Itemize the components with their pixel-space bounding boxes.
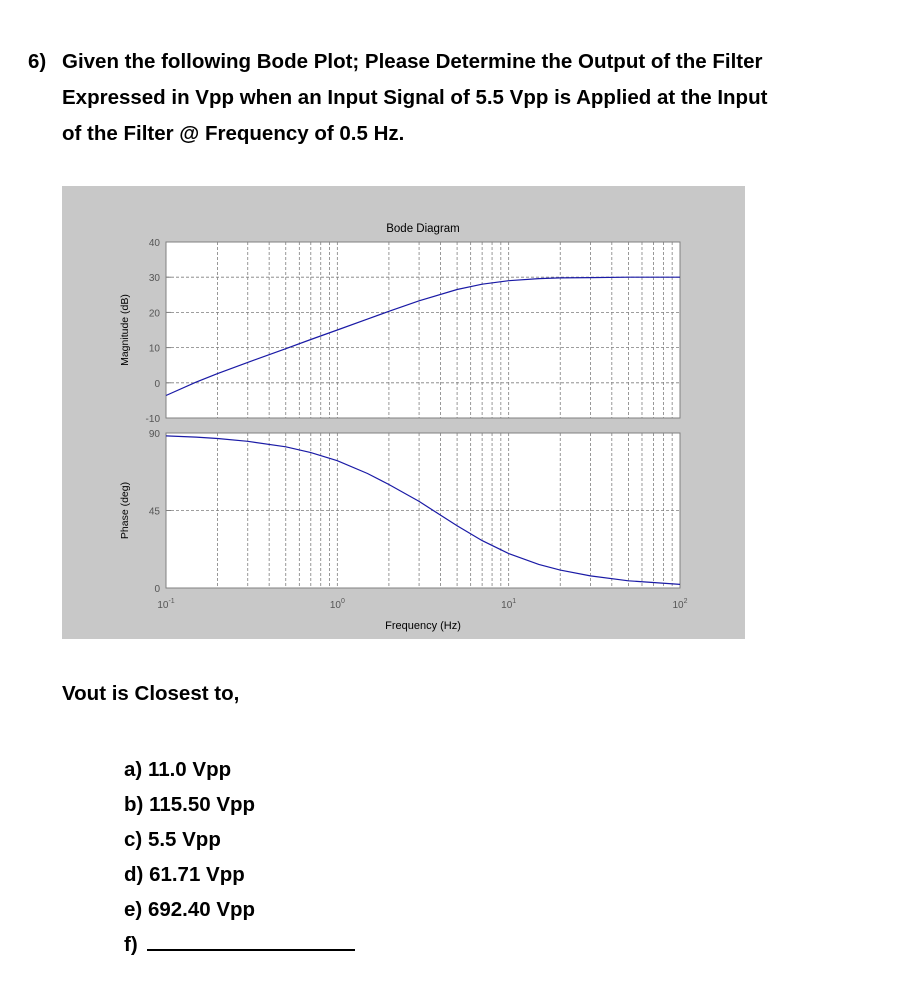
choice-a-text: 11.0 Vpp: [147, 758, 232, 781]
y-tick-label: 40: [148, 238, 160, 249]
choice-a[interactable]: [124, 752, 355, 787]
choice-f-blank[interactable]: [147, 929, 355, 951]
choice-c-text: 5.5 Vpp: [147, 828, 221, 851]
choice-f[interactable]: [124, 927, 355, 962]
choice-e-text: 692.40 Vpp: [147, 898, 256, 921]
chart-title: Bode Diagram: [386, 223, 460, 235]
choice-c-label: c): [124, 828, 143, 851]
bode-figure: [62, 186, 745, 639]
question-line-2: Expressed in Vpp when an Input Signal of 5.5 Vpp is Applied at the Input: [62, 86, 768, 109]
choice-f-label: f): [124, 933, 138, 956]
answer-prompt: Vout is Closest to,: [62, 682, 240, 705]
y-axis-label: Phase (deg): [119, 481, 131, 540]
choice-b-label: b): [124, 793, 144, 816]
x-axis-label: Frequency (Hz): [385, 620, 461, 632]
x-tick-label: $10^{-1}$: [157, 598, 175, 611]
question-text: [28, 44, 848, 152]
plot-area-1: [166, 242, 680, 418]
choice-c[interactable]: [124, 822, 355, 857]
x-tick-label: $10^1$: [501, 598, 517, 611]
question-number: 6): [28, 50, 47, 73]
bode-chart: [62, 186, 745, 639]
y-tick-label: 10: [148, 343, 160, 355]
question-line-1: Given the following Bode Plot; Please Determine the Output of the Filter: [62, 50, 763, 73]
choice-e[interactable]: [124, 892, 355, 927]
choice-e-label: e): [124, 898, 143, 921]
y-tick-label: -10: [145, 414, 160, 425]
x-tick-label: $10^2$: [672, 598, 688, 611]
y-tick-label: 0: [154, 584, 160, 595]
y-tick-label: 90: [148, 429, 160, 440]
answer-choices: [124, 752, 355, 962]
choice-b[interactable]: [124, 787, 355, 822]
y-tick-label: 30: [148, 273, 160, 285]
question-line-3: of the Filter @ Frequency of 0.5 Hz.: [62, 122, 405, 145]
y-tick-label: 45: [148, 506, 160, 518]
x-tick-label: $10^0$: [329, 598, 345, 611]
choice-b-text: 115.50 Vpp: [149, 793, 256, 816]
choice-d-text: 61.71 Vpp: [149, 863, 245, 886]
choice-d[interactable]: [124, 857, 355, 892]
choice-a-label: a): [124, 758, 143, 781]
y-tick-label: 20: [148, 308, 160, 320]
y-axis-label: Magnitude (dB): [119, 294, 131, 366]
y-tick-label: 0: [154, 378, 160, 390]
choice-d-label: d): [124, 863, 144, 886]
